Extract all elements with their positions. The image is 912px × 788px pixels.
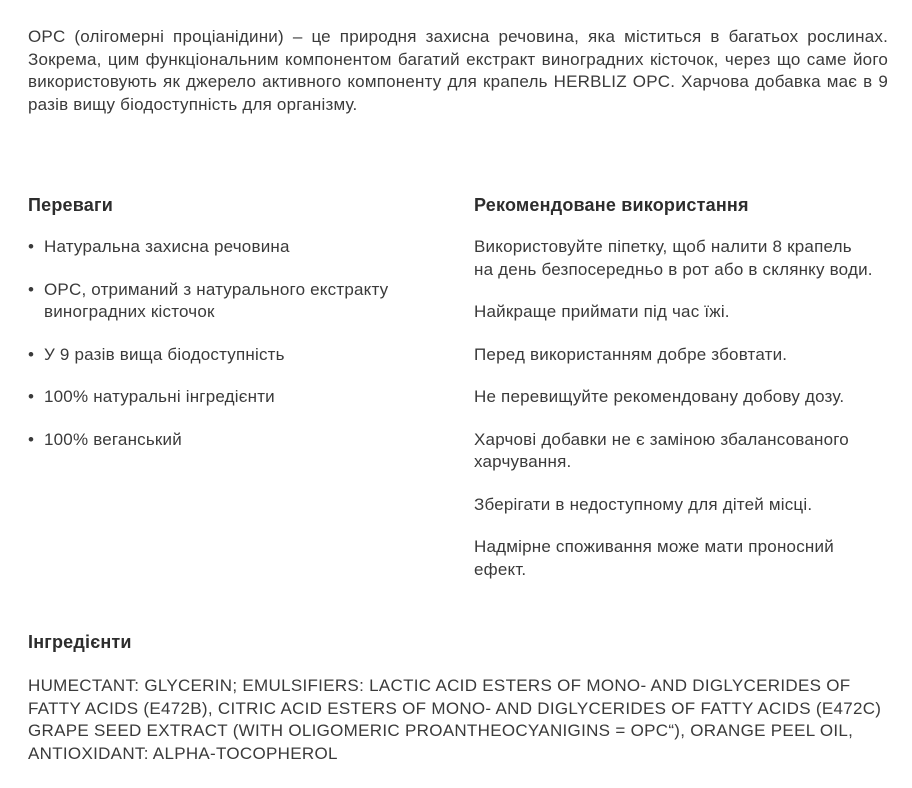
ingredients-heading: Інгредієнти xyxy=(28,632,132,652)
benefit-text: У 9 разів вища біодоступність xyxy=(44,344,285,364)
usage-paragraph: Харчові добавки не є заміною збалансованого харчування. xyxy=(474,429,849,471)
ingredients-text: HUMECTANT: GLYCERIN; EMULSIFIERS: LACTIC ACID ESTERS OF MONO- AND DIGLYCERIDES OF FATTY ACIDS (E472B), CITRIC ACID ESTERS OF MONO- AND DIGLYCERIDES OF FATTY ACIDS (E472C) GRAPE SEED EXTRACT (WITH OLIGOMERIC PROANTHEOCYANIGINS = OPC“), ORANGE PEEL OIL, ANTIOXIDANT: ALPHA-TOCOPHEROL xyxy=(28,676,882,763)
usage-heading: Рекомендоване використання xyxy=(474,195,749,215)
bullet-marker: • xyxy=(28,429,35,449)
benefit-item xyxy=(28,279,446,324)
benefits-section xyxy=(28,194,474,471)
benefit-text: 100% натуральні інгредієнти xyxy=(44,387,275,406)
usage-paragraph: Перед використанням добре збовтати. xyxy=(474,344,788,364)
intro-paragraph: OPC (олігомерні проціанідини) – це природня захисна речовина, яка міститься в багатьох рослинах. Зокрема, цим функціональним компонентом багатий екстракт виноградних кісточок, через що саме його використовують як джерело активного компоненту для крапель HERBLIZ OPC. Харчова добавка має в 9 разів вищу біодоступність для організму. xyxy=(28,27,888,114)
usage-paragraph: Використовуйте піпетку, щоб налити 8 крапель на день безпосередньо в рот або в склянку води. xyxy=(474,237,873,279)
benefit-text: OPC, отриманий з натурального екстракту виноградних кісточок xyxy=(44,279,389,321)
ingredients-section xyxy=(28,631,888,765)
benefit-item xyxy=(28,344,446,367)
usage-paragraph: Найкраще приймати під час їжі. xyxy=(474,302,730,321)
two-column-section xyxy=(28,194,888,601)
usage-paragraphs xyxy=(474,236,874,581)
usage-section xyxy=(474,194,874,601)
benefits-heading: Переваги xyxy=(28,195,113,215)
benefits-list xyxy=(28,236,446,451)
benefit-text: Натуральна захисна речовина xyxy=(44,237,290,256)
benefit-text: 100% веганський xyxy=(44,429,182,449)
bullet-marker: • xyxy=(28,279,35,299)
bullet-marker: • xyxy=(28,237,35,256)
bullet-marker: • xyxy=(28,387,35,406)
benefit-item xyxy=(28,429,446,452)
benefit-item xyxy=(28,236,446,259)
usage-paragraph: Зберігати в недоступному для дітей місці. xyxy=(474,494,813,514)
usage-paragraph: Надмірне споживання може мати проносний ефект. xyxy=(474,537,834,579)
bullet-marker: • xyxy=(28,344,35,364)
usage-paragraph: Не перевищуйте рекомендовану добову дозу. xyxy=(474,387,845,406)
benefit-item xyxy=(28,386,446,409)
